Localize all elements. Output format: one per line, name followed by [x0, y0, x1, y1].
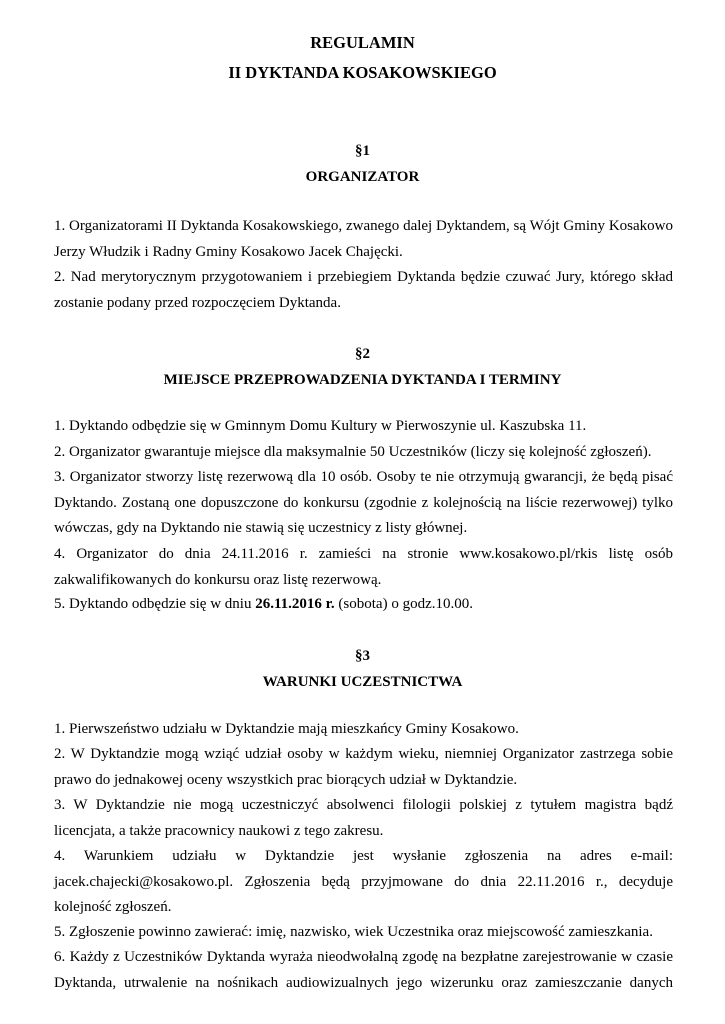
section-1-item-1: 1. Organizatorami II Dyktanda Kosakowskiego, zwanego dalej Dyktandem, są Wójt Gminy Kosakowo Jerzy Włudzik i Radny Gminy Kosakowo Jacek Chajęcki.	[54, 218, 673, 260]
section-1-heading	[0, 138, 725, 190]
section-1-title: ORGANIZATOR	[305, 169, 420, 185]
section-3-title: WARUNKI UCZESTNICTWA	[262, 674, 463, 690]
document-title	[0, 28, 725, 88]
section-3-item-1: 1. Pierwszeństwo udziału w Dyktandzie mają mieszkańcy Gminy Kosakowo.	[54, 721, 519, 737]
section-2-item-5	[54, 592, 673, 618]
section-3-heading	[0, 643, 725, 695]
section-2-item-2: 2. Organizator gwarantuje miejsce dla maksymalnie 50 Uczestników (liczy się kolejność zgłoszeń).	[54, 444, 652, 460]
section-3-item-6: 6. Każdy z Uczestników Dyktanda wyraża nieodwołalną zgodę na bezpłatne zarejestrowanie w czasie Dyktanda, utrwalenie na nośnikach audiowizualnych jego wizerunku oraz zamieszczanie danych	[54, 949, 673, 991]
section-2-item-5-prefix: 5. Dyktando odbędzie się w dniu	[54, 596, 256, 612]
section-3-item-5: 5. Zgłoszenie powinno zawierać: imię, nazwisko, wiek Uczestnika oraz miejscowość zamieszkania.	[54, 924, 653, 940]
section-3-symbol: §3	[355, 648, 370, 664]
title-line-1: REGULAMIN	[310, 33, 415, 52]
section-2-item-4: 4. Organizator do dnia 24.11.2016 r. zamieści na stronie www.kosakowo.pl/rkis listę osób zakwalifikowanych do konkursu oraz listę rezerwową.	[54, 546, 673, 588]
section-3-item-3: 3. W Dyktandzie nie mogą uczestniczyć absolwenci filologii polskiej z tytułem magistra bądź licencjata, a także pracownicy naukowi z tego zakresu.	[54, 797, 673, 839]
section-2-item-5-suffix: (sobota) o godz.10.00.	[334, 596, 473, 612]
section-2-symbol: §2	[355, 346, 370, 362]
section-2-title: MIEJSCE PRZEPROWADZENIA DYKTANDA I TERMINY	[163, 372, 562, 388]
section-2-item-1: 1. Dyktando odbędzie się w Gminnym Domu Kultury w Pierwoszynie ul. Kaszubska 11.	[54, 418, 587, 434]
section-2-item-3: 3. Organizator stworzy listę rezerwową dla 10 osób. Osoby te nie otrzymują gwarancji, że będą pisać Dyktando. Zostaną one dopuszczone do konkursu (zgodnie z kolejnością na liście rezerwowej) tylko wówczas, gdy na Dyktando nie stawią się uczestnicy z listy głównej.	[54, 469, 673, 536]
title-line-2: II DYKTANDA KOSAKOWSKIEGO	[228, 63, 497, 82]
section-3-item-2: 2. W Dyktandzie mogą wziąć udział osoby w każdym wieku, niemniej Organizator zastrzega sobie prawo do jednakowej oceny wszystkich prac biorących udział w Dyktandzie.	[54, 746, 673, 788]
section-1-item-2: 2. Nad merytorycznym przygotowaniem i przebiegiem Dyktanda będzie czuwać Jury, którego skład zostanie podany przed rozpoczęciem Dyktanda.	[54, 269, 673, 311]
section-3-item-4: 4. Warunkiem udziału w Dyktandzie jest wysłanie zgłoszenia na adres e-mail: jacek.chajecki@kosakowo.pl. Zgłoszenia będą przyjmowane do dnia 22.11.2016 r., decyduje kolejność zgłoszeń.	[54, 848, 673, 915]
section-1-symbol: §1	[355, 143, 370, 159]
section-2-heading	[0, 341, 725, 393]
section-2-item-5-date: 26.11.2016 r.	[255, 596, 335, 612]
